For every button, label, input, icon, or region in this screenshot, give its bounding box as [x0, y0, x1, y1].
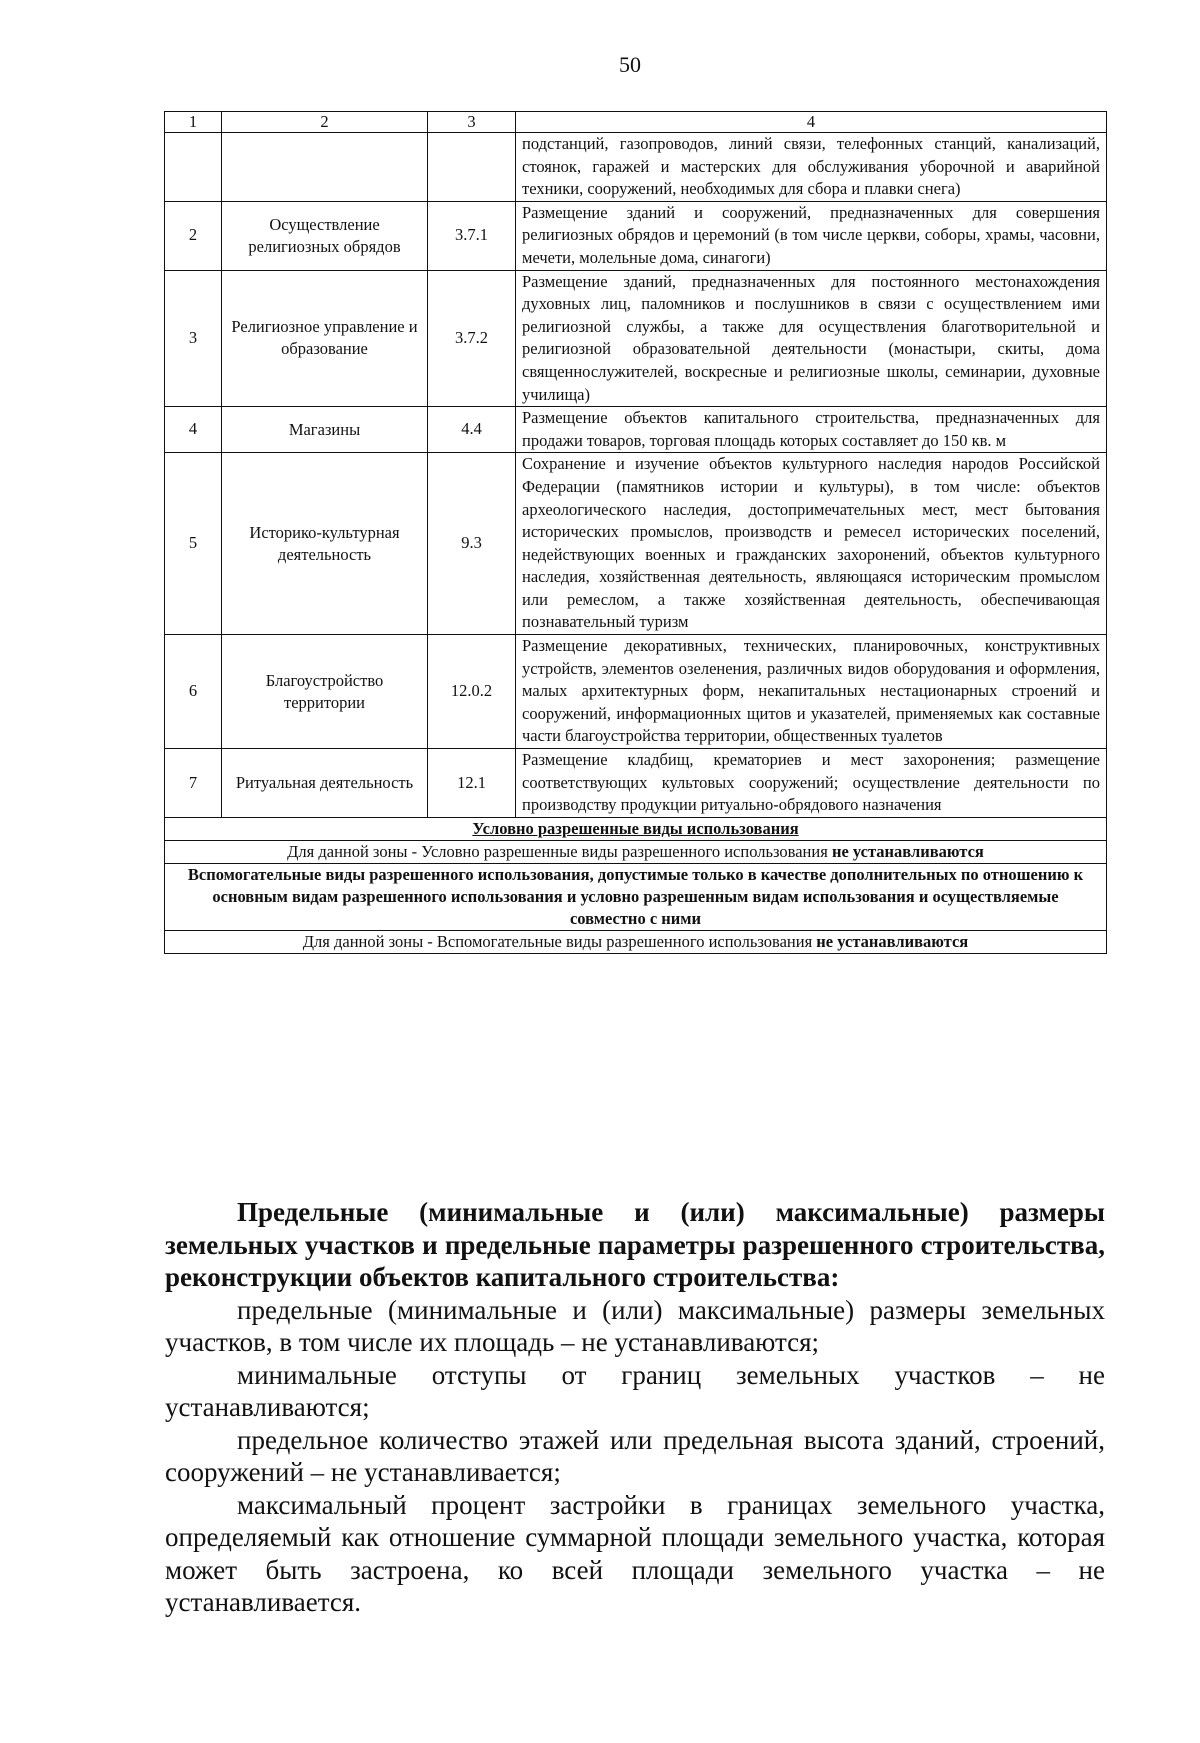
cell-empty: [222, 133, 428, 202]
auxiliary-uses-note-row: [165, 930, 1107, 953]
column-header-code: 3: [428, 112, 516, 133]
table-row: [165, 270, 1107, 407]
row-number: 5: [165, 453, 222, 635]
conditional-uses-heading-row: [165, 817, 1107, 840]
conditional-uses-heading: Условно разрешенные виды использования: [165, 817, 1107, 840]
column-header-number: 1: [165, 112, 222, 133]
row-number: 7: [165, 749, 222, 818]
table-header-row: [165, 112, 1107, 133]
column-header-name: 2: [222, 112, 428, 133]
page-number: 50: [619, 52, 641, 77]
row-description: Размещение зданий и сооружений, предназначенных для совершения религиозных обрядов и церемоний (в том числе церкви, соборы, храмы, часовни, мечети, молельные дома, синагоги): [516, 201, 1107, 270]
row-number: 3: [165, 270, 222, 407]
table-row: [165, 635, 1107, 749]
row-use-name: Религиозное управление и образование: [222, 270, 428, 407]
table-row: [165, 453, 1107, 635]
table-row: [165, 201, 1107, 270]
row-number: 2: [165, 201, 222, 270]
auxiliary-uses-heading: Вспомогательные виды разрешенного использования, допустимые только в качестве дополнительных по отношению к основным видам разрешенного использования и условно разрешенным видам использования и осуществляемые совместно с ними: [165, 863, 1107, 930]
permitted-use-table: [164, 111, 1107, 954]
row-use-name: Магазины: [222, 407, 428, 453]
row-use-code: 4.4: [428, 407, 516, 453]
row-use-code: 12.1: [428, 749, 516, 818]
auxiliary-uses-note: [165, 930, 1107, 953]
row-description: Размещение кладбищ, крематориев и мест захоронения; размещение соответствующих культовых сооружений; осуществление деятельности по производству продукции ритуально-обрядового назначения: [516, 749, 1107, 818]
row-number: 6: [165, 635, 222, 749]
column-header-description: 4: [516, 112, 1107, 133]
row-description: подстанций, газопроводов, линий связи, телефонных станций, канализаций, стоянок, гаражей и мастерских для обслуживания уборочной и аварийной техники, сооружений, необходимых для сбора и плавки снега): [516, 133, 1107, 202]
section-heading: Предельные (минимальные и (или) максимальные) размеры земельных участков и предельные параметры разрешенного строительства, реконструкции объектов капитального строительства:: [165, 1197, 1105, 1292]
auxiliary-uses-note-text: Для данной зоны - Вспомогательные виды разрешенного использования: [302, 931, 817, 951]
cell-empty: [428, 133, 516, 202]
row-description: Размещение декоративных, технических, планировочных, конструктивных устройств, элементов озеленения, различных видов оборудования и оформления, малых архитектурных форм, некапитальных нестационарных строений и сооружений, информационных щитов и указателей, применяемых как составные части благоустройства территории, общественных туалетов: [516, 635, 1107, 749]
row-use-code: 3.7.2: [428, 270, 516, 407]
table-row-continuation: [165, 133, 1107, 202]
body-paragraph: предельное количество этажей или предельная высота зданий, строений, сооружений – не устанавливается;: [165, 1424, 1105, 1487]
row-use-name: Ритуальная деятельность: [222, 749, 428, 818]
body-paragraph: минимальные отступы от границ земельных участков – не устанавливаются;: [165, 1359, 1105, 1422]
land-plot-parameters-section: [165, 1196, 1105, 1619]
conditional-uses-note: [165, 840, 1107, 863]
row-use-name: Благоустройство территории: [222, 635, 428, 749]
body-paragraph: максимальный процент застройки в границах земельного участка, определяемый как отношение суммарной площади земельного участка, которая может быть застроена, ко всей площади земельного участка – не устанавливается.: [165, 1489, 1105, 1617]
conditional-uses-note-text: Для данной зоны - Условно разрешенные виды разрешенного использования: [287, 841, 832, 861]
row-description: Сохранение и изучение объектов культурного наследия народов Российской Федерации (памятников истории и культуры), в том числе: объектов археологического наследия, достопримечательных мест, мест бытования исторических промыслов, производств и ремесел исторических поселений, недействующих военных и гражданских захоронений, объектов культурного наследия, хозяйственная деятельность, являющаяся историческим промыслом или ремеслом, а также хозяйственная деятельность, обеспечивающая познавательный туризм: [516, 453, 1107, 635]
row-use-code: 12.0.2: [428, 635, 516, 749]
auxiliary-uses-note-emphasis: не устанавливаются: [816, 931, 969, 951]
auxiliary-uses-heading-row: [165, 863, 1107, 930]
conditional-uses-note-row: [165, 840, 1107, 863]
row-use-name: Историко-культурная деятельность: [222, 453, 428, 635]
table-row: [165, 749, 1107, 818]
body-paragraph: предельные (минимальные и (или) максимальные) размеры земельных участков, в том числе их площадь – не устанавливаются;: [165, 1294, 1105, 1357]
row-use-code: 9.3: [428, 453, 516, 635]
row-description: Размещение объектов капитального строительства, предназначенных для продажи товаров, торговая площадь которых составляет до 150 кв. м: [516, 407, 1107, 453]
row-number: 4: [165, 407, 222, 453]
cell-empty: [165, 133, 222, 202]
row-use-code: 3.7.1: [428, 201, 516, 270]
table-row: [165, 407, 1107, 453]
conditional-uses-note-emphasis: не устанавливаются: [831, 841, 984, 861]
row-use-name: Осуществление религиозных обрядов: [222, 201, 428, 270]
row-description: Размещение зданий, предназначенных для постоянного местонахождения духовных лиц, паломников и послушников в связи с осуществлением ими религиозной службы, а также для осуществления благотворительной и религиозной образовательной деятельности (монастыри, скиты, дома священнослужителей, воскресные и религиозные школы, семинарии, духовные училища): [516, 270, 1107, 407]
